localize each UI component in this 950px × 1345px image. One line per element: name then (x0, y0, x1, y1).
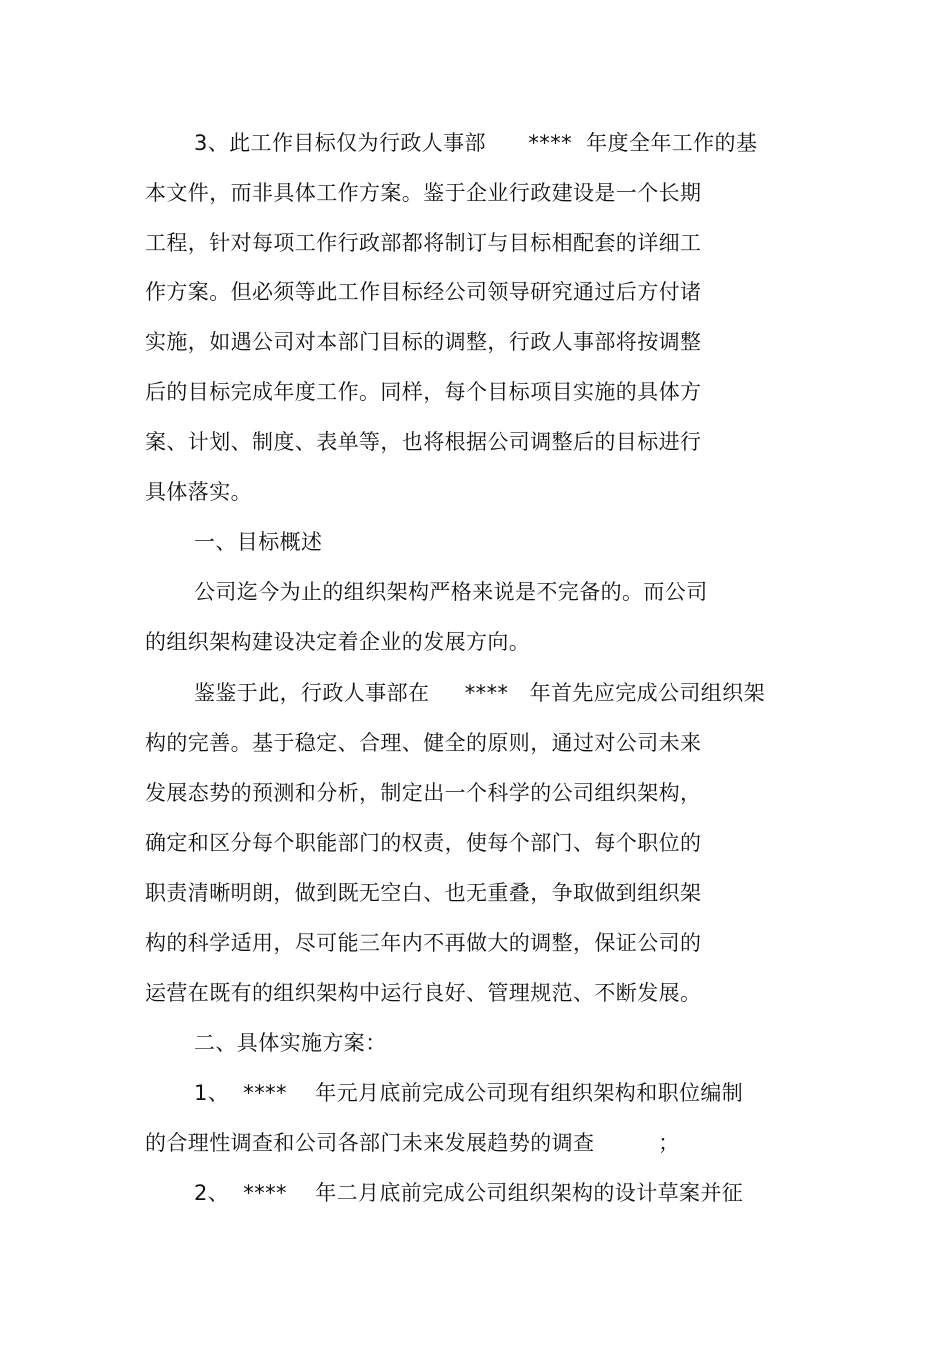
paragraph-3-line-4: 作方案。但必须等此工作目标经公司领导研究通过后方付诸 (145, 280, 702, 304)
section-heading-1: 一、目标概述 (194, 530, 323, 554)
plan-item-1-line-2: 的合理性调查和公司各部门未来发展趋势的调查 ； (145, 1131, 680, 1155)
plan-item-1-line-1: 1、 **** 年元月底前完成公司现有组织架构和职位编制 (194, 1081, 744, 1105)
paragraph-structure-line-3: 发展态势的预测和分析，制定出一个科学的公司组织架构， (145, 781, 702, 805)
overview-line-1: 公司迄今为止的组织架构严格来说是不完备的。而公司 (194, 580, 708, 604)
paragraph-structure-line-6: 构的科学适用，尽可能三年内不再做大的调整，保证公司的 (145, 931, 702, 955)
paragraph-structure-line-4: 确定和区分每个职能部门的权责，使每个部门、每个职位的 (145, 831, 702, 855)
paragraph-structure-line-1: 鉴鉴于此，行政人事部在 **** 年首先应完成公司组织架 (194, 681, 766, 705)
section-heading-2: 二、具体实施方案： (194, 1031, 387, 1055)
paragraph-3-line-6: 后的目标完成年度工作。同样，每个目标项目实施的具体方 (145, 380, 702, 404)
paragraph-3-line-3: 工程，针对每项工作行政部都将制订与目标相配套的详细工 (145, 231, 702, 255)
overview-line-2: 的组织架构建设决定着企业的发展方向。 (145, 630, 531, 654)
plan-item-2-line-1: 2、 **** 年二月底前完成公司组织架构的设计草案并征 (194, 1181, 744, 1205)
paragraph-3-line-8: 具体落实。 (145, 480, 252, 504)
paragraph-3-line-7: 案、计划、制度、表单等，也将根据公司调整后的目标进行 (145, 430, 702, 454)
paragraph-structure-line-5: 职责清晰明朗，做到既无空白、也无重叠，争取做到组织架 (145, 881, 702, 905)
paragraph-3-line-5: 实施，如遇公司对本部门目标的调整，行政人事部将按调整 (145, 330, 702, 354)
paragraph-3-line-1: 3、此工作目标仅为行政人事部 **** 年度全年工作的基 (194, 131, 758, 155)
paragraph-structure-line-2: 构的完善。基于稳定、合理、健全的原则，通过对公司未来 (145, 731, 702, 755)
paragraph-3-line-2: 本文件，而非具体工作方案。鉴于企业行政建设是一个长期 (145, 181, 702, 205)
paragraph-structure-line-7: 运营在既有的组织架构中运行良好、管理规范、不断发展。 (145, 981, 702, 1005)
